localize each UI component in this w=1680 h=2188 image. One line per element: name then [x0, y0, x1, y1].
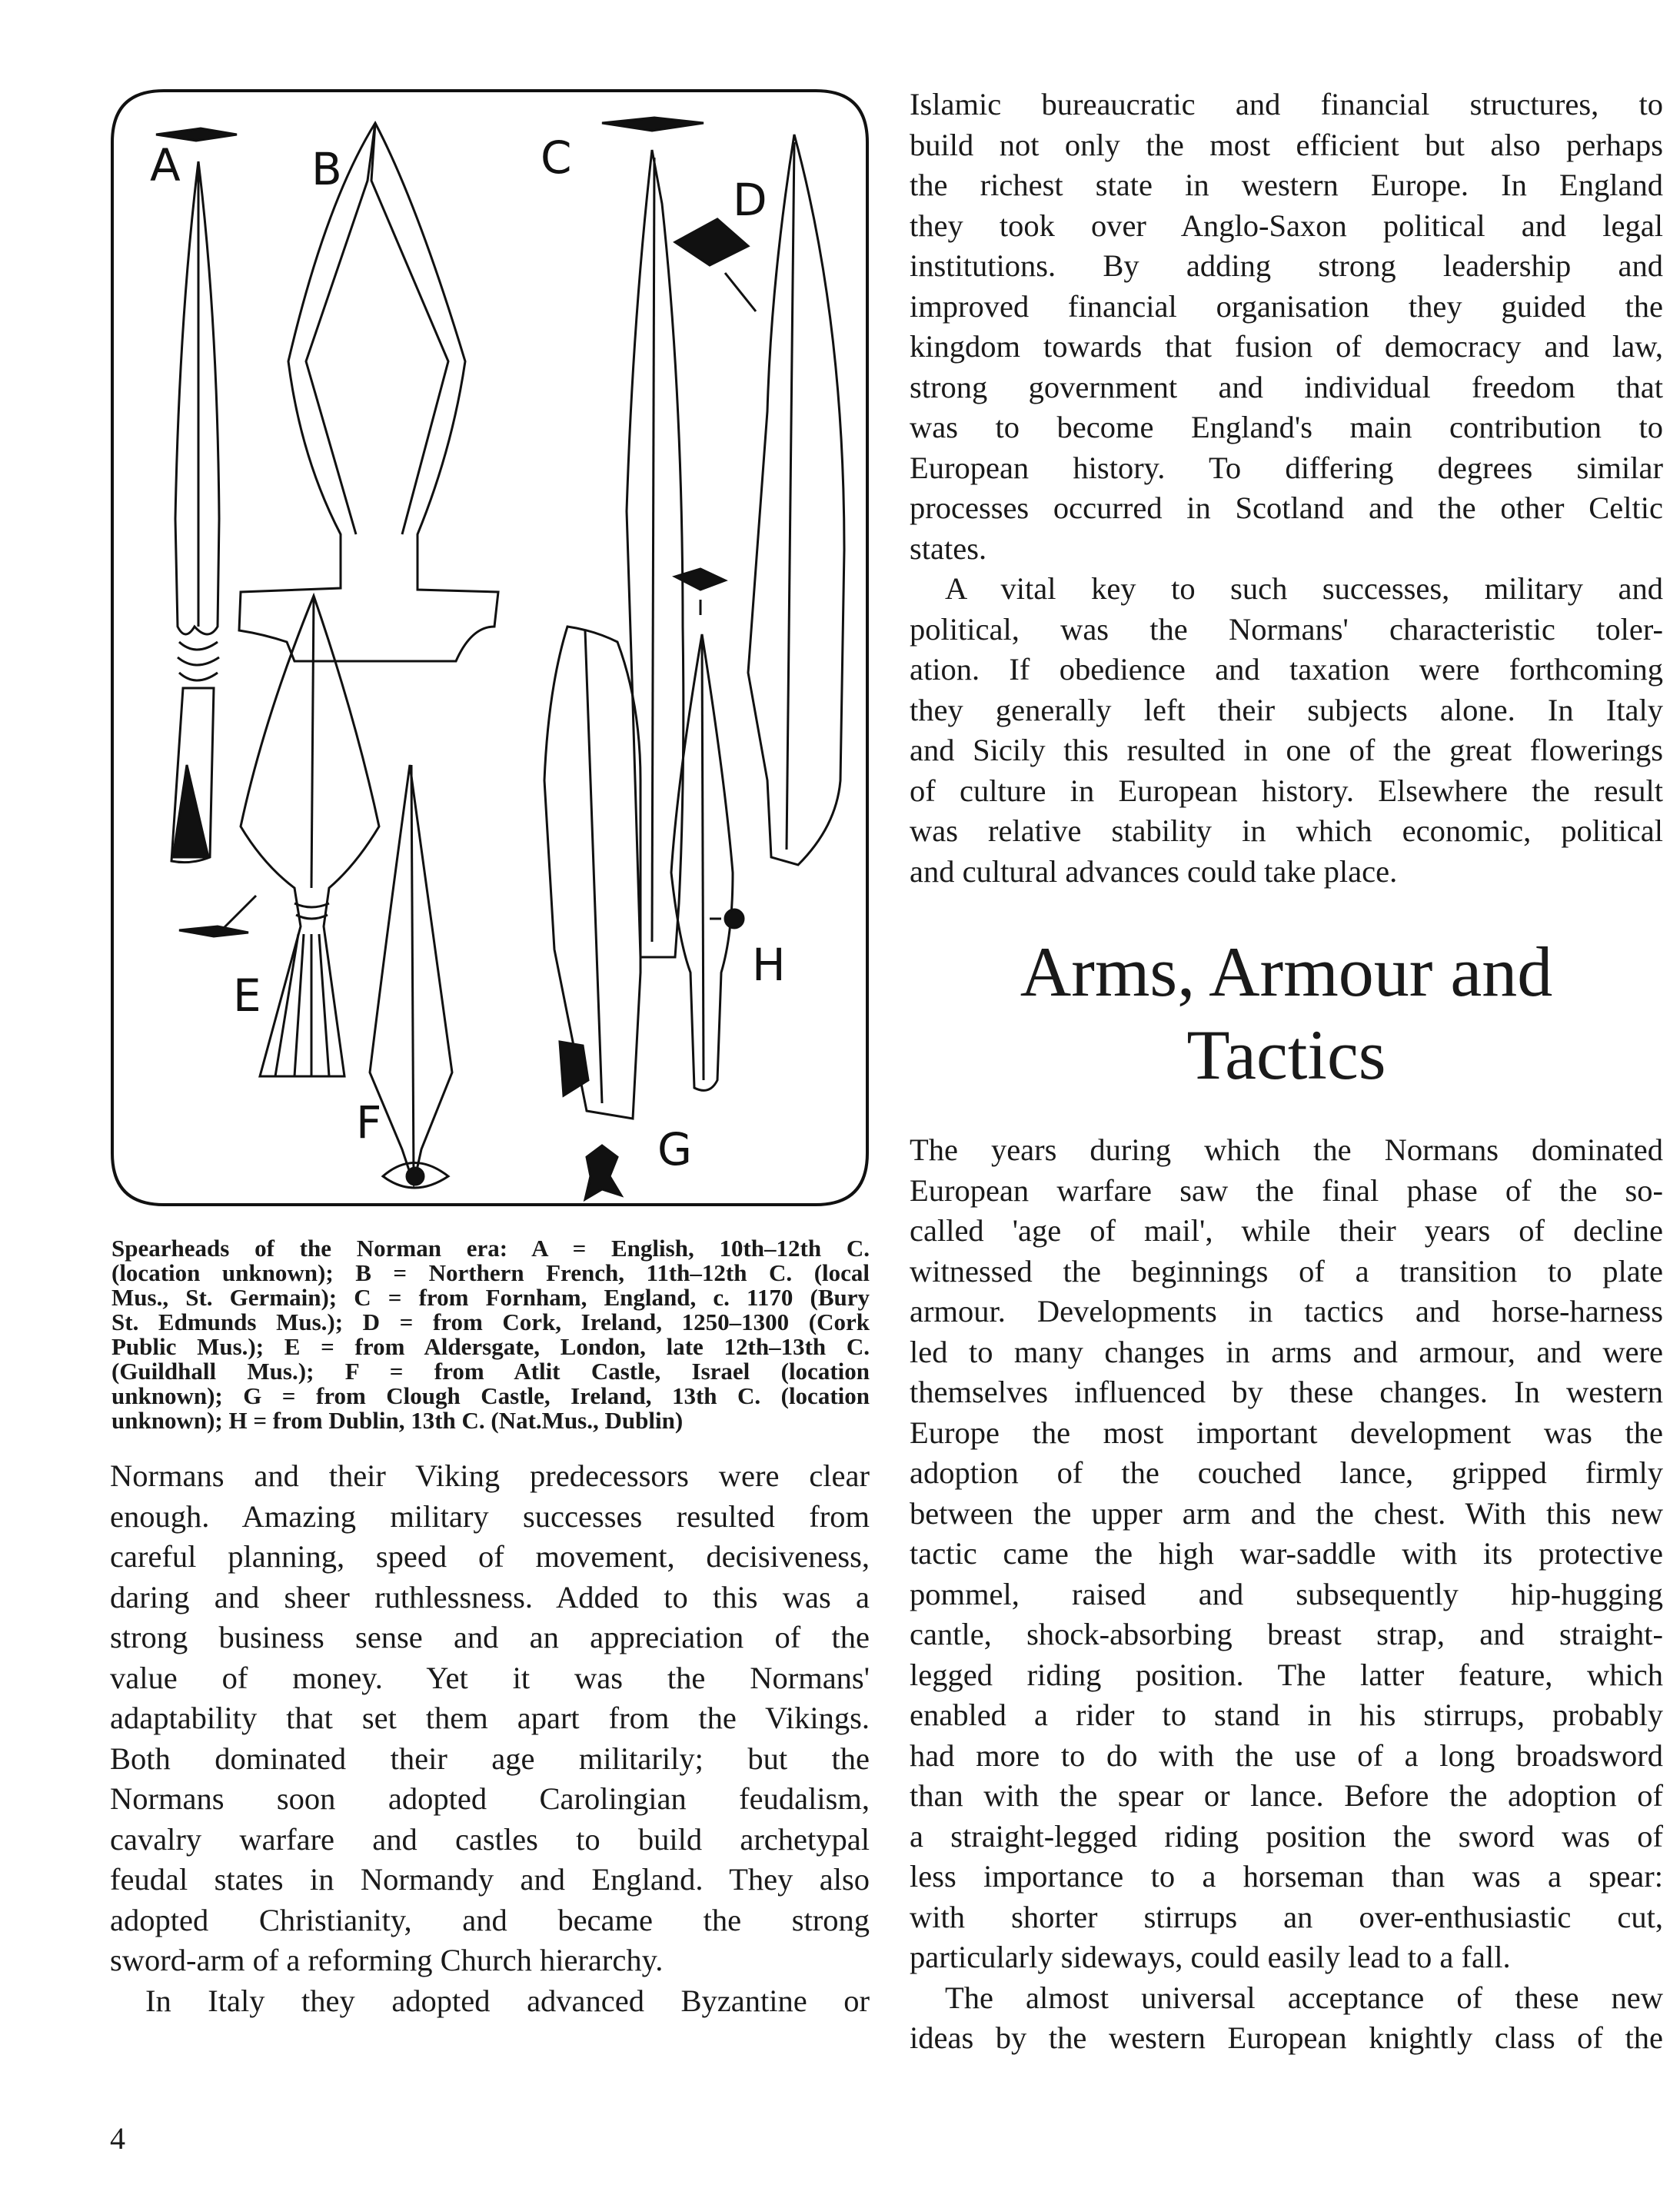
- text-line: sword-arm of a reforming Church hierarchy.: [110, 1943, 664, 1977]
- spearheads-illustration: [110, 88, 870, 1207]
- text-line: they generally left their subjects alone. In Italy: [910, 692, 1663, 727]
- text-line: states.: [910, 530, 987, 566]
- text-line: was relative stability in which economic, political: [910, 813, 1663, 848]
- text-line: enabled a rider to stand in his stirrups, probably: [910, 1698, 1663, 1732]
- spearhead-a: [156, 128, 237, 863]
- spearhead-f: [370, 765, 452, 1188]
- label-g: G: [657, 1123, 692, 1175]
- text-line: was to become England's main contribution to: [910, 410, 1663, 444]
- text-line: had more to do with the use of a long broadsword: [910, 1737, 1663, 1773]
- label-h: H: [752, 939, 786, 991]
- spearhead-d: [675, 135, 844, 865]
- text-line: led to many changes in arms and armour, and were: [910, 1334, 1663, 1369]
- label-d: D: [733, 174, 767, 226]
- text-line: with shorter stirrups an over-enthusiastic cut,: [910, 1899, 1663, 1934]
- label-e: E: [233, 969, 261, 1022]
- text-line: Both dominated their age militarily; but the: [110, 1741, 870, 1776]
- text-line: enough. Amazing military successes resulted from: [110, 1498, 870, 1534]
- text-line: the richest state in western Europe. In England: [910, 168, 1663, 202]
- right-column-top-text: [910, 85, 1663, 892]
- caption-line: Public Mus.); E = from Aldersgate, London, late 12th–13th C.: [111, 1333, 870, 1360]
- spearhead-g: [544, 627, 640, 1199]
- figure-frame: [112, 91, 867, 1205]
- text-line: ideas by the western European knightly class of the: [910, 2020, 1663, 2055]
- caption-line: Mus., St. Germain); C = from Fornham, England, c. 1170 (Bury: [111, 1284, 870, 1311]
- caption-line: (location unknown); B = Northern French, 11th–12th C. (local: [111, 1259, 870, 1286]
- label-c: C: [541, 131, 572, 184]
- text-line: particularly sideways, could easily lead to a fall.: [910, 1940, 1511, 1974]
- left-column-text: [110, 1456, 870, 2021]
- text-line: careful planning, speed of movement, decisiveness,: [110, 1539, 870, 1574]
- caption-line: unknown); G = from Clough Castle, Ireland, 13th C. (location: [111, 1382, 870, 1409]
- text-line: of culture in European history. Elsewhere the result: [910, 773, 1663, 808]
- text-line: witnessed the beginnings of a transition to plate: [910, 1253, 1663, 1289]
- text-line: Islamic bureaucratic and financial structures, to: [910, 87, 1663, 121]
- text-line: A vital key to such successes, military and: [945, 571, 1663, 606]
- text-line: ation. If obedience and taxation were forthcoming: [910, 652, 1663, 687]
- text-line: In Italy they adopted advanced Byzantine or: [145, 1983, 870, 2018]
- heading-line: Arms, Armour and: [1020, 933, 1553, 1011]
- text-line: adoption of the couched lance, gripped firmly: [910, 1455, 1663, 1490]
- text-line: European warfare saw the final phase of the so-: [910, 1172, 1663, 1208]
- caption-line: Spearheads of the Norman era: A = English, 10th–12th C.: [111, 1235, 870, 1262]
- text-line: strong business sense and an appreciation of the: [110, 1620, 870, 1654]
- text-line: Normans and their Viking predecessors were clear: [110, 1458, 870, 1493]
- text-line: kingdom towards that fusion of democracy and law,: [910, 329, 1663, 364]
- text-line: The almost universal acceptance of these new: [945, 1980, 1663, 2015]
- text-line: cavalry warfare and castles to build archetypal: [110, 1821, 870, 1857]
- text-line: a straight-legged riding position the sword was of: [910, 1818, 1663, 1854]
- text-line: and Sicily this resulted in one of the great flowerings: [910, 733, 1663, 767]
- text-line: called 'age of mail', while their years of decline: [910, 1213, 1663, 1248]
- text-line: build not only the most efficient but also perhaps: [910, 127, 1663, 162]
- text-line: adaptability that set them apart from the Vikings.: [110, 1701, 870, 1735]
- label-a: A: [150, 139, 181, 191]
- text-line: processes occurred in Scotland and the other Celtic: [910, 490, 1663, 525]
- text-line: themselves influenced by these changes. In western: [910, 1375, 1663, 1409]
- spearheads-figure: [110, 88, 870, 1207]
- text-line: feudal states in Normandy and England. They also: [110, 1862, 870, 1897]
- text-line: The years during which the Normans dominated: [910, 1132, 1663, 1167]
- text-line: value of money. Yet it was the Normans': [110, 1660, 870, 1695]
- figure-caption: [111, 1236, 870, 1433]
- text-line: less importance to a horseman than was a spear:: [910, 1859, 1663, 1894]
- right-column-bottom-text: [910, 1130, 1663, 2059]
- spearhead-e: [179, 596, 379, 1076]
- text-line: between the upper arm and the chest. With this new: [910, 1495, 1663, 1531]
- text-line: political, was the Normans' characteristic toler-: [910, 611, 1663, 647]
- section-heading: [910, 930, 1663, 1096]
- text-line: armour. Developments in tactics and horse-harness: [910, 1294, 1663, 1328]
- text-line: Normans soon adopted Carolingian feudalism,: [110, 1781, 870, 1816]
- label-b: B: [311, 143, 342, 195]
- text-line: Europe the most important development was the: [910, 1415, 1663, 1450]
- text-line: strong government and individual freedom that: [910, 369, 1663, 404]
- text-line: improved financial organisation they guided the: [910, 288, 1663, 324]
- text-line: adopted Christianity, and became the strong: [110, 1902, 870, 1937]
- text-line: and cultural advances could take place.: [910, 853, 1398, 889]
- text-line: institutions. By adding strong leadership and: [910, 248, 1663, 283]
- text-line: than with the spear or lance. Before the adoption of: [910, 1778, 1663, 1813]
- text-line: legged riding position. The latter feature, which: [910, 1657, 1663, 1692]
- spearhead-b: [239, 123, 498, 661]
- page-number: 4: [110, 2121, 125, 2156]
- text-line: tactic came the high war-saddle with its protective: [910, 1536, 1663, 1571]
- caption-line: unknown); H = from Dublin, 13th C. (Nat.Mus., Dublin): [111, 1407, 684, 1434]
- caption-line: St. Edmunds Mus.); D = from Cork, Ireland, 1250–1300 (Cork: [111, 1308, 870, 1335]
- text-line: daring and sheer ruthlessness. Added to this was a: [110, 1579, 870, 1614]
- caption-line: (Guildhall Mus.); F = from Atlit Castle, Israel (location: [111, 1358, 870, 1385]
- text-line: European history. To differing degrees similar: [910, 450, 1663, 485]
- text-line: they took over Anglo-Saxon political and legal: [910, 208, 1663, 243]
- heading-line: Tactics: [1186, 1016, 1386, 1094]
- text-line: pommel, raised and subsequently hip-hugging: [910, 1576, 1663, 1611]
- text-line: cantle, shock-absorbing breast strap, and straight-: [910, 1617, 1663, 1651]
- label-f: F: [356, 1096, 382, 1149]
- figure-labels: [150, 131, 786, 1175]
